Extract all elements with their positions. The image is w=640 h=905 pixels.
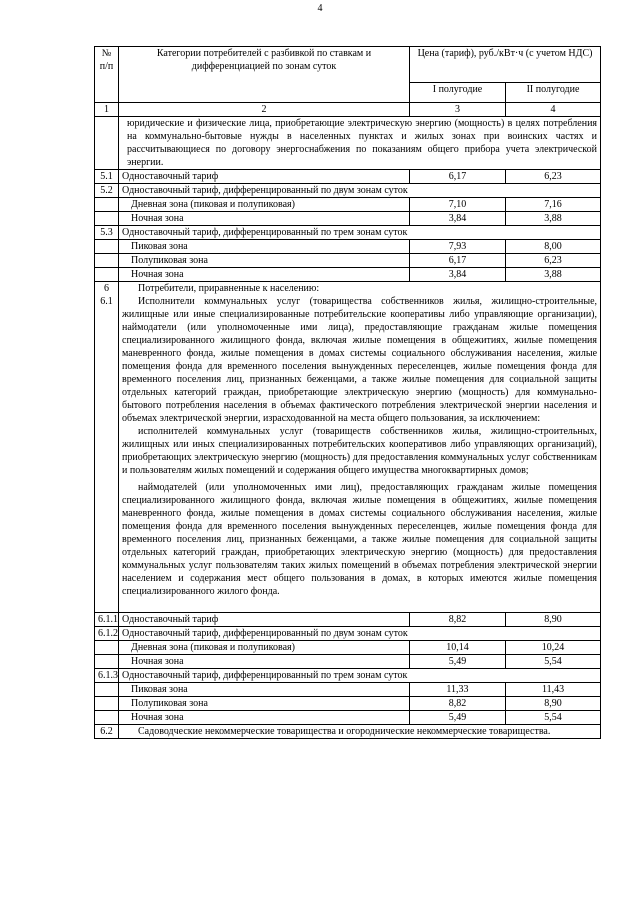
tariff-table	[94, 46, 601, 739]
table-row: Дневная зона (пиковая и полупиковая) 10,14 10,24	[95, 641, 601, 655]
colnum: 4	[506, 103, 601, 117]
colnum: 1	[95, 103, 119, 117]
table-row: Ночная зона 3,84 3,88	[95, 268, 601, 282]
header-num: № п/п	[95, 47, 119, 103]
column-numbers-row	[95, 103, 601, 117]
colnum: 2	[119, 103, 410, 117]
table-row: Пиковая зона 7,93 8,00	[95, 240, 601, 254]
header-price: Цена (тариф), руб./кВт·ч (с учетом НДС)	[410, 47, 601, 83]
table-row: 5.1 Одноставочный тариф 6,17 6,23	[95, 170, 601, 184]
table-row: Ночная зона 5,49 5,54	[95, 655, 601, 669]
table-row: Пиковая зона 11,33 11,43	[95, 683, 601, 697]
table-row: Дневная зона (пиковая и полупиковая) 7,10 7,16	[95, 198, 601, 212]
table-row: 6.1.3 Одноставочный тариф, дифференцированный по трем зонам суток	[95, 669, 601, 683]
section6-text	[119, 282, 601, 613]
intro-row	[95, 117, 601, 170]
header-half-2: II полугодие	[506, 83, 601, 103]
page-number: 4	[317, 3, 323, 14]
table-row: 6.1.1 Одноставочный тариф 8,82 8,90	[95, 613, 601, 627]
table-row: 5.2 Одноставочный тариф, дифференцированный по двум зонам суток	[95, 184, 601, 198]
table-row: Ночная зона 3,84 3,88	[95, 212, 601, 226]
section6-title: Потребители, приравненные к населению:	[138, 283, 320, 294]
section6-p3: наймодателей (или уполномоченных ими лиц), предоставляющих гражданам жилые помещения специализированного жилищного фонда, включая жилые помещения в общежитиях, жилые помещения маневренного фонда, жилые помещения в домах системы социального обслуживания населения, жилые помещения фонда для временного поселения вынужденных переселенцев, жилые помещения фонда для временного поселения лиц, признанных беженцами, а также жилые помещения для социальной защиты отдельных категорий граждан, приобретающих электрическую энергию (мощность) для предоставления коммунальных услуг пользователям таких жилых помещений в объемах потребления электрической энергии населением и содержания мест общего пользования в домах, в которых имеются жилые помещения специализированного жилого фонда.	[122, 482, 598, 597]
colnum: 3	[410, 103, 506, 117]
table-row: 5.3 Одноставочный тариф, дифференцированный по трем зонам суток	[95, 226, 601, 240]
table-row: 6.2 Садоводческие некоммерческие товарищества и огороднические некоммерческие товарищества.	[95, 725, 601, 739]
table-row: Ночная зона 5,49 5,54	[95, 711, 601, 725]
section6-nums: 6 6.1	[95, 282, 119, 613]
header-row	[95, 47, 601, 83]
section6-body	[95, 282, 601, 613]
header-half-1: I полугодие	[410, 83, 506, 103]
header-category: Категории потребителей с разбивкой по ставкам и дифференциацией по зонам суток	[119, 47, 410, 103]
table-row: 6.1.2 Одноставочный тариф, дифференцированный по двум зонам суток	[95, 627, 601, 641]
section6-p2: исполнителей коммунальных услуг (товариществ собственников жилья, жилищно-строительных, жилищных или иных специализированных потребительских кооперативов либо управляющих организаций), приобретающих электрическую энергию (мощность) для предоставления коммунальных услуг собственникам и пользователям жилых помещений и содержания общего имущества многоквартирных домов;	[122, 426, 598, 476]
section6-p1: Исполнители коммунальных услуг (товарищества собственников жилья, жилищно-строительные, жилищные или иные специализированные потребительские кооперативы либо управляющие организации), наймодатели (или уполномоченные ими лица), предоставляющие гражданам жилые помещения специализированного жилищного фонда, включая жилые помещения в общежитиях, жилые помещения маневренного фонда, жилые помещения в домах системы социального обслуживания населения, жилые помещения фонда для временного поселения вынужденных переселенцев, жилые помещения фонда для временного поселения лиц, признанных беженцами, а также жилые помещения для социальной защиты отдельных категорий граждан, приобретающие электрическую энергию (мощность) для коммунально-бытового потребления населения в объемах фактического потребления электрической энергии населения и объемах электрической энергии, израсходованной на места общего пользования, за исключением:	[122, 296, 598, 424]
table-row: Полупиковая зона 6,17 6,23	[95, 254, 601, 268]
intro-text: юридические и физические лица, приобретающие электрическую энергию (мощность) в целях потребления на коммунально-бытовые нужды в населенных пунктах и жилых зонах при воинских частях и рассчитывающиеся по договору энергоснабжения по показаниям общего прибора учета электрической энергии.	[119, 117, 601, 170]
table-row: Полупиковая зона 8,82 8,90	[95, 697, 601, 711]
